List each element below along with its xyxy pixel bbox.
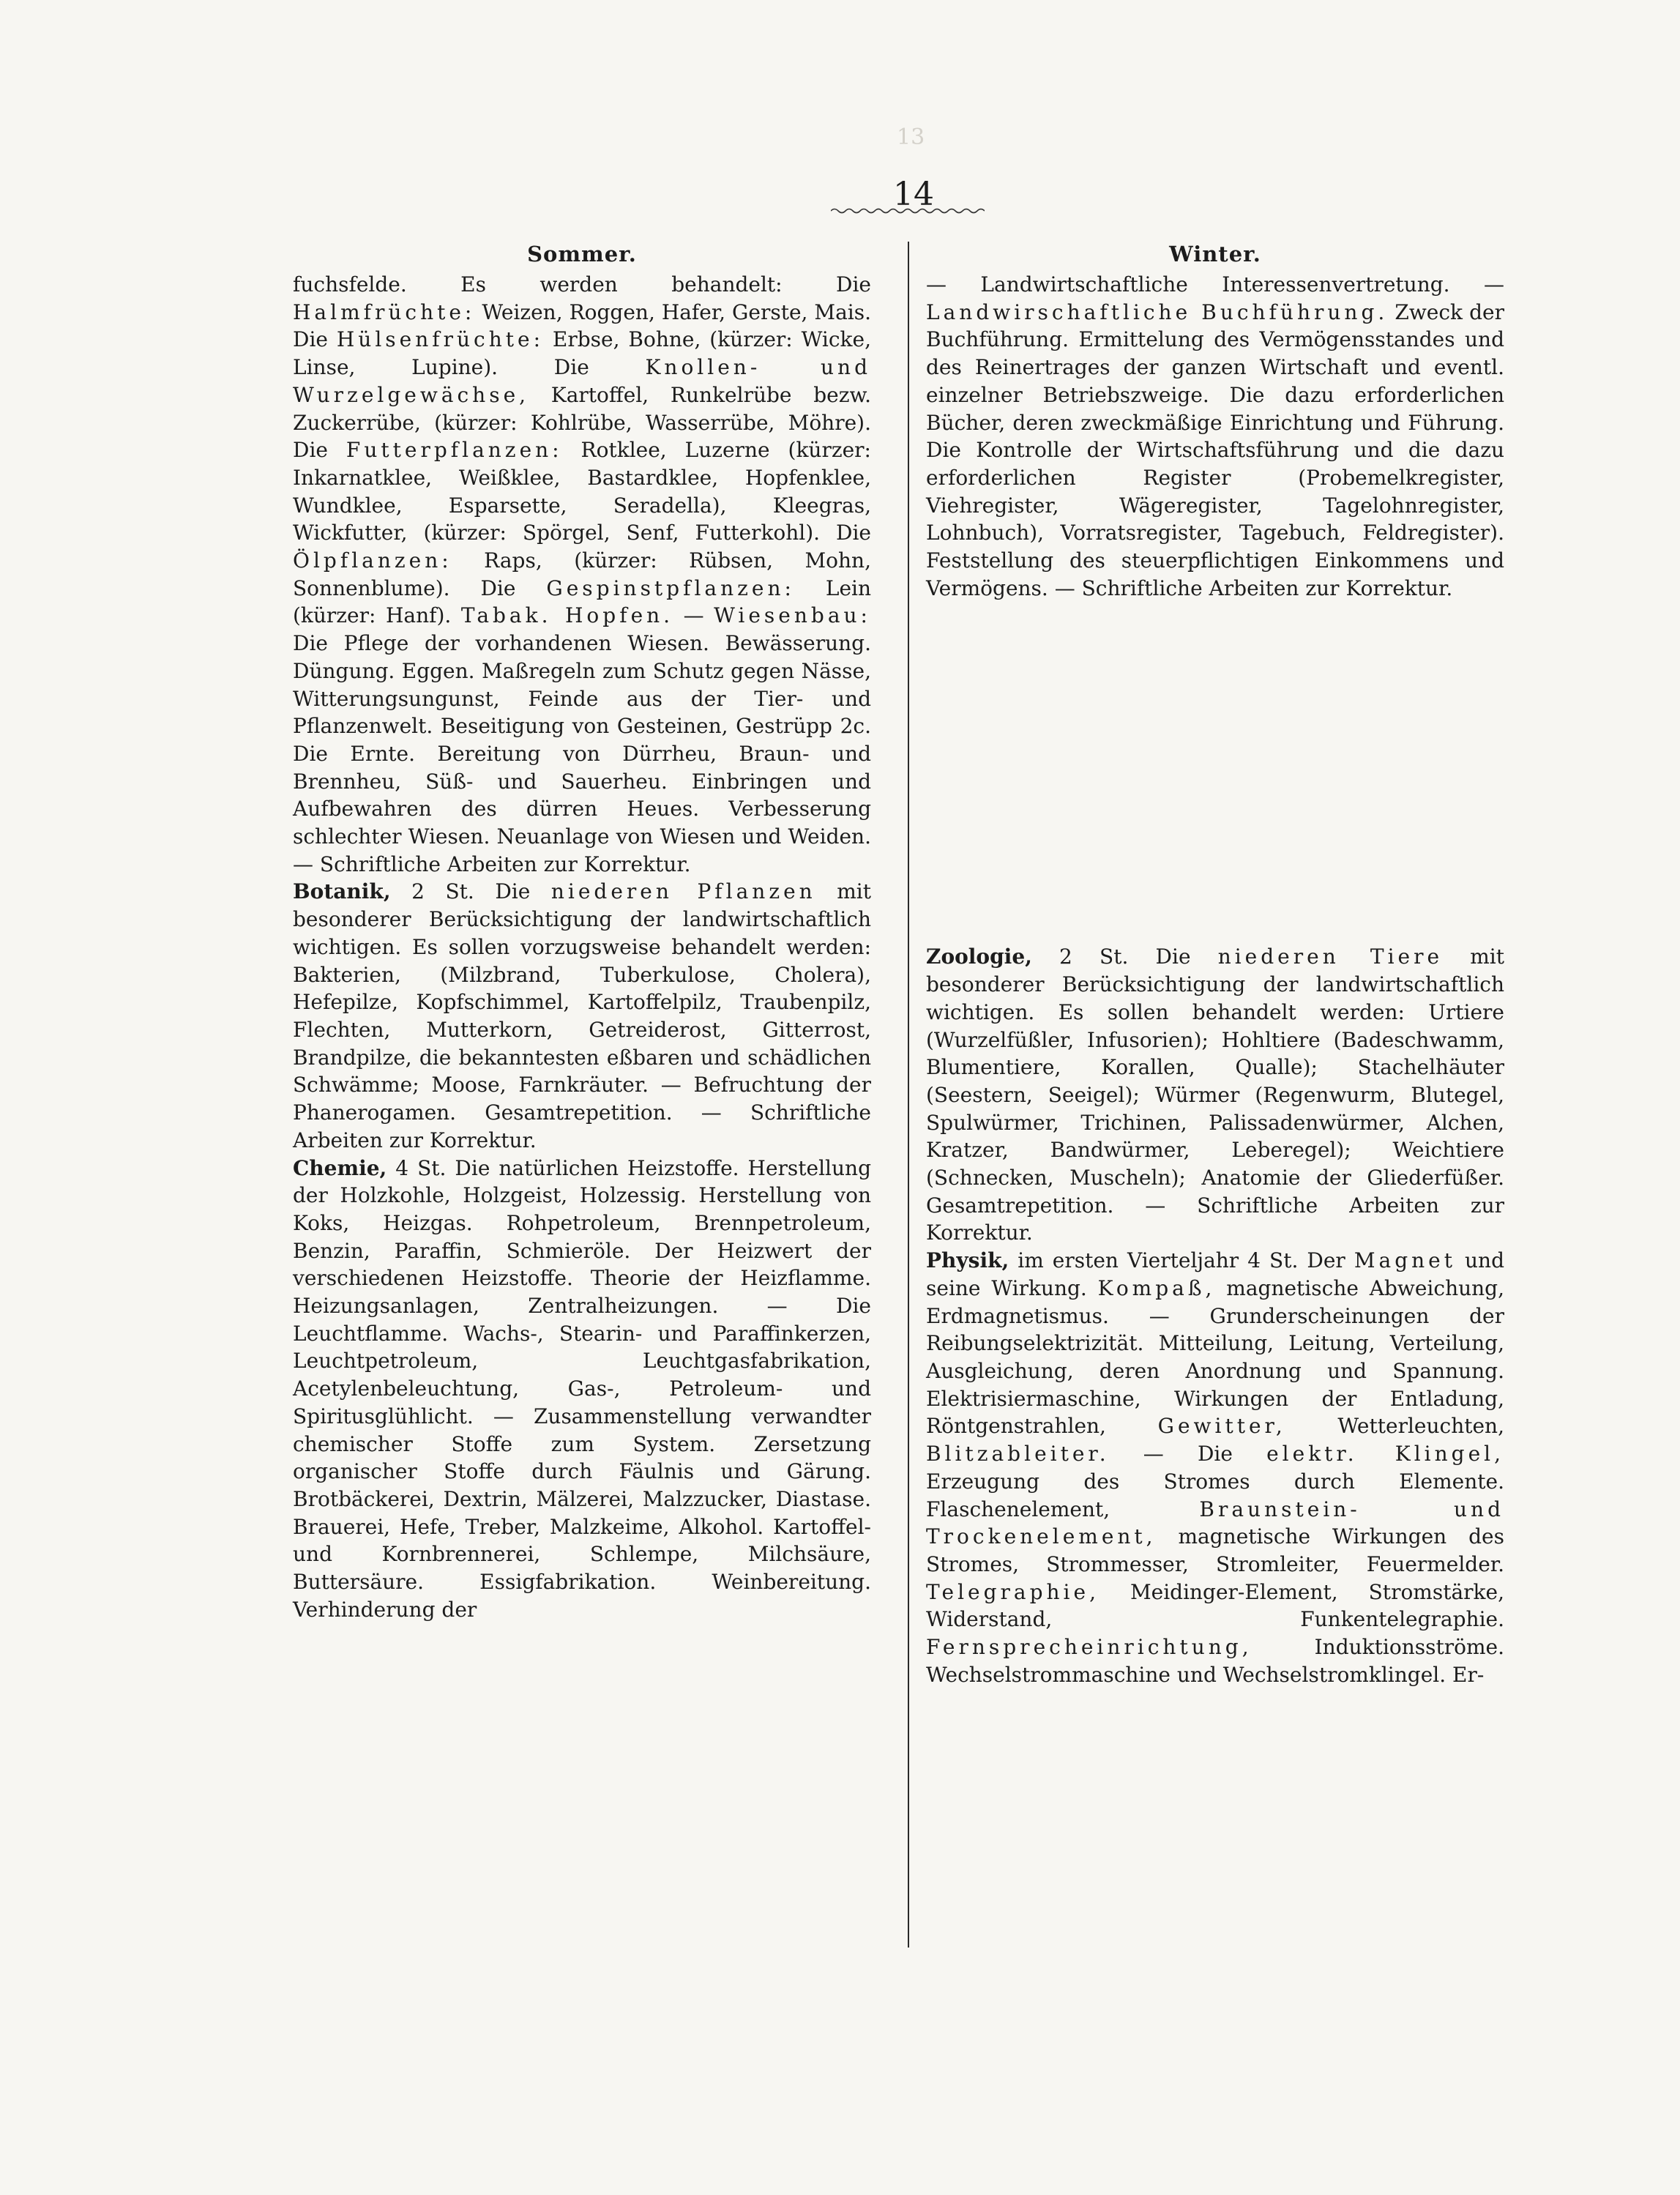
text-run: Raps, (kürzer: Rübsen, Mohn, Sonnenblume). Die [293,548,871,600]
text-run: Erbse, Bohne, (kürzer: Wicke, Linse, Lupine). Die [293,327,871,380]
subject-heading: Botanik, [293,879,391,904]
text-run: Kartoffel, Runkelrübe bezw. Zuckerrübe, (kürzer: Kohlrübe, Wasserrübe, Möhre). Die [293,382,871,463]
text-run: Weizen, Roggen, Hafer, Gerste, Mais. Die [293,299,871,352]
spaced-term: Tabak. Hopfen. [460,603,674,628]
text-run: magnetische Abweichung, Erdmagnetismus. — Grunderscheinungen der Reibungselektrizität. Mitteilung, Leitung, Verteilung, Ausgleichung, deren Anordnung und Spannung. Elektrisiermaschine, Wirkungen der Entladung, Röntgenstrahlen, [926,1275,1504,1439]
text-run: Wetterleuchten, [1285,1414,1504,1439]
text-run: fuchsfelde. Es werden behandelt: Die [293,272,871,297]
text-run: Erzeugung des Stromes durch Elemente. Flaschenelement, [926,1469,1504,1521]
text-run: Rotklee, Luzerne (kürzer: Inkarnatklee, Weißklee, Bastardklee, Hopfenklee, Wundklee, Esparsette, Seradella), Kleegras, Wickfutter, (kürzer: Spörgel, Senf, Futterkohl). Die [293,438,871,545]
spaced-term: Hülsenfrüchte: [336,327,545,352]
spaced-term: elektr. Klingel, [1266,1442,1504,1467]
spaced-term: Futterpflanzen: [346,438,563,463]
right-column [926,242,1504,1688]
text-run: — Die [1109,1442,1267,1467]
spaced-term: Telegraphie, [926,1579,1100,1604]
spaced-term: Kompaß, [1097,1275,1216,1300]
paragraph-chemie [293,1155,871,1624]
text-run: Induktionsströme. Wechselstrommaschine und Wechselstromklingel. Er- [926,1635,1504,1687]
subject-heading: Chemie, [293,1155,387,1180]
spaced-term: niederen Tiere [1217,944,1444,969]
spaced-term: Knollen- und Wurzelgewächse, [293,355,871,407]
paragraph-physik [926,1247,1504,1688]
paragraph-botanik [293,878,871,1154]
wavy-rule-ornament [831,207,985,215]
spaced-term: Landwirschaftliche Buchführung. [926,299,1389,324]
text-run: Meidinger-Element, Stromstärke, Widerstand, Funkentelegraphie. [926,1579,1504,1632]
spaced-term: Halmfrüchte: [293,299,476,324]
text-run: 2 St. Die [1031,944,1218,969]
paragraph-zoologie [926,943,1504,1247]
text-run: und seine Wirkung. [926,1248,1505,1300]
text-run: magnetische Wirkungen des Stromes, Strommesser, Stromleiter, Feuermelder. [926,1524,1504,1576]
spaced-term: niederen Pflanzen [550,879,816,904]
subject-heading: Zoologie, [926,944,1032,969]
bleed-through-page-number: 13 [897,124,925,150]
text-run: — [673,603,714,628]
spaced-term: Wiesenbau: [714,603,871,628]
page-number: 14 [893,176,934,213]
spaced-term: Braunstein- und Trockenelement, [926,1497,1504,1549]
left-column [293,242,871,1623]
text-run: 2 St. Die [390,879,551,904]
paragraph-feldbau [293,271,871,878]
text-run: — Landwirtschaftliche Interessenvertretung. — [926,272,1504,297]
text-run: mit besonderer Berücksichtigung der landwirtschaftlich wichtigen. Es sollen vorzugsweise behandelt werden: Bakterien, (Milzbrand, Tuberkulose, Cholera), Hefepilze, Kopfschimmel, Kartoffelpilz, Traubenpilz, Flechten, Mutterkorn, Getreiderost, Gitterrost, Brandpilze, die bekanntesten eßbaren und schädlichen Schwämme; Moose, Farnkräuter. — Befruchtung der Phanerogamen. Gesamtrepetition. — Schriftliche Arbeiten zur Korrektur. [293,879,871,1152]
subject-heading: Physik, [926,1248,1009,1273]
column-header-sommer: Sommer. [527,242,637,267]
spaced-term: Blitzableiter. [926,1442,1110,1467]
spaced-term: Fernsprecheinrichtung, [926,1635,1252,1660]
text-run: Lein (kürzer: Hanf). [293,575,872,628]
column-header-winter: Winter. [1169,242,1261,267]
text-run: Zweck der Buchführung. Ermittelung des Vermögensstandes und des Reinertrages der ganzen Wirtschaft und eventl. einzelner Betriebszweige. Die dazu erforderlichen Bücher, deren zweckmäßige Einrichtung und Führung. Die Kontrolle der Wirtschaftsführung und die dazu erforderlichen Register (Probemelkregister, Viehregister, Wägeregister, Tagelohnregister, Lohnbuch), Vorratsregister, Tagebuch, Feldregister). Feststellung des steuerpflichtigen Einkommens und Vermögens. — Schriftliche Arbeiten zur Korrektur. [926,299,1504,600]
text-run: 4 St. Die natürlichen Heizstoffe. Herstellung der Holzkohle, Holzgeist, Holzessig. Herstellung von Koks, Heizgas. Rohpetroleum, Brennpetroleum, Benzin, Paraffin, Schmieröle. Der Heizwert der verschiedenen Heizstoffe. Theorie der Heizflamme. Heizungsanlagen, Zentralheizungen. — Die Leuchtflamme. Wachs-, Stearin- und Paraffinkerzen, Leuchtpetroleum, Leuchtgasfabrikation, Acetylenbeleuchtung, Gas-, Petroleum- und Spiritusglühlicht. — Zusammenstellung verwandter chemischer Stoffe zum System. Zersetzung organischer Stoffe durch Fäulnis und Gärung. Brotbäckerei, Dextrin, Mälzerei, Malzzucker, Diastase. Brauerei, Hefe, Treber, Malzkeime, Alkohol. Kartoffel- und Kornbrennerei, Schlempe, Milchsäure, Buttersäure. Essigfabrikation. Weinbereitung. Verhinderung der [293,1155,871,1622]
spaced-term: Magnet [1354,1248,1456,1273]
text-run: im ersten Vierteljahr 4 St. Der [1009,1248,1354,1273]
spaced-term: Gewitter, [1157,1414,1286,1439]
paragraph-buchfuehrung [926,271,1504,602]
spaced-term: Gespinstpflanzen: [546,575,795,600]
spaced-term: Ölpflanzen: [293,548,452,573]
text-run: mit besonderer Berücksichtigung der landwirtschaftlich wichtigen. Es sollen behandelt werden: Urtiere (Wurzelfüßler, Infusorien); Hohltiere (Badeschwamm, Blumentiere, Korallen, Qualle); Stachelhäuter (Seestern, Seeigel); Würmer (Regenwurm, Blutegel, Spulwürmer, Trichinen, Palissadenwürmer, Alchen, Kratzer, Bandwürmer, Leberegel); Weichtiere (Schnecken, Muscheln); Anatomie der Gliederfüßer. Gesamtrepetition. — Schriftliche Arbeiten zur Korrektur. [926,944,1504,1245]
text-run: Die Pflege der vorhandenen Wiesen. Bewässerung. Düngung. Eggen. Maßregeln zum Schutz gegen Nässe, Witterungsungunst, Feinde aus der Tier- und Pflanzenwelt. Beseitigung von Gesteinen, Gestrüpp 2c. Die Ernte. Bereitung von Dürrheu, Braun- und Brennheu, Süß- und Sauerheu. Einbringen und Aufbewahren des dürren Heues. Verbesserung schlechter Wiesen. Neuanlage von Wiesen und Weiden. — Schriftliche Arbeiten zur Korrektur. [293,631,871,876]
column-divider [908,242,909,1948]
